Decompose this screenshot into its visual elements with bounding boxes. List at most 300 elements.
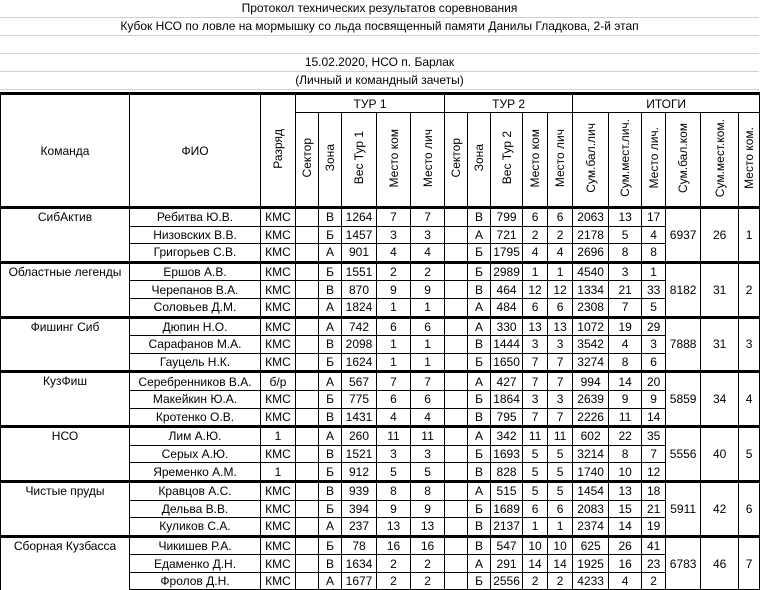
place-pers-total-cell: 17 bbox=[642, 208, 666, 227]
header-sum-pts-pers-cell bbox=[573, 113, 609, 208]
table-row bbox=[1, 372, 760, 391]
place-team2-cell: 4 bbox=[523, 244, 548, 263]
place-pers-total-cell: 35 bbox=[642, 427, 666, 446]
weight2-cell: 427 bbox=[491, 372, 523, 391]
weight1-cell: 1457 bbox=[342, 226, 377, 244]
place-team2-cell: 7 bbox=[523, 408, 548, 427]
place-pers2-cell: 10 bbox=[548, 536, 573, 555]
place-pers-total-cell: 6 bbox=[642, 353, 666, 372]
place-pers-total-cell: 9 bbox=[642, 390, 666, 408]
blank-row bbox=[0, 36, 759, 54]
zone1-cell: В bbox=[319, 336, 342, 354]
place-pers-total-cell: 1 bbox=[642, 262, 666, 281]
team-name: СибАктив bbox=[1, 208, 130, 227]
zone2-cell: В bbox=[468, 336, 491, 354]
place-team1-cell: 1 bbox=[377, 298, 411, 317]
place-team1-cell: 7 bbox=[377, 208, 411, 227]
zone2-cell: Б bbox=[468, 244, 491, 263]
fio-cell: Серебренников В.А. bbox=[130, 372, 261, 391]
fio-cell: Чикишев Р.А. bbox=[130, 536, 261, 555]
place-pers2-cell: 1 bbox=[548, 518, 573, 537]
place-pers1-cell: 16 bbox=[411, 536, 445, 555]
place-pers1-cell: 3 bbox=[411, 445, 445, 463]
place-pers-total-cell: 7 bbox=[642, 445, 666, 463]
rank-cell: б/р bbox=[261, 372, 296, 391]
place-pers1-cell: 4 bbox=[411, 244, 445, 263]
sector2-cell bbox=[445, 481, 468, 500]
sector1-cell bbox=[296, 481, 319, 500]
place-pers2-cell: 5 bbox=[548, 463, 573, 482]
table-row bbox=[1, 226, 760, 244]
rank-cell: КМС bbox=[261, 536, 296, 555]
sum-pts-pers-cell: 1334 bbox=[573, 281, 609, 299]
place-pers-total-cell: 4 bbox=[642, 226, 666, 244]
sum-pts-pers-cell: 625 bbox=[573, 536, 609, 555]
place-pers2-cell: 3 bbox=[548, 390, 573, 408]
sector2-cell bbox=[445, 445, 468, 463]
zone1-cell: В bbox=[319, 445, 342, 463]
sum-places-pers-cell: 26 bbox=[609, 536, 642, 555]
place-pers2-cell: 6 bbox=[548, 500, 573, 518]
sum-pts-pers-cell: 1454 bbox=[573, 481, 609, 500]
rank-cell: КМС bbox=[261, 244, 296, 263]
rank-cell: КМС bbox=[261, 281, 296, 299]
weight2-cell: 1864 bbox=[491, 390, 523, 408]
place-team1-cell: 13 bbox=[377, 518, 411, 537]
header-place-team-cell bbox=[377, 113, 411, 208]
rank-cell: КМС bbox=[261, 262, 296, 281]
place-pers1-cell: 6 bbox=[411, 390, 445, 408]
sector2-cell bbox=[445, 518, 468, 537]
weight1-cell: 567 bbox=[342, 372, 377, 391]
header-sum-pts-team-cell bbox=[666, 113, 701, 208]
place-team2-cell: 7 bbox=[523, 353, 548, 372]
header-place-pers-cell bbox=[411, 113, 445, 208]
team-sum-places: 31 bbox=[701, 262, 739, 317]
place-team2-cell: 5 bbox=[523, 463, 548, 482]
table-row bbox=[1, 536, 760, 555]
zone1-cell: Б bbox=[319, 226, 342, 244]
team-place: 5 bbox=[739, 427, 760, 482]
table-row bbox=[1, 353, 760, 372]
place-pers-total-cell: 14 bbox=[642, 408, 666, 427]
team-sum-points: 5859 bbox=[666, 372, 701, 427]
team-cell-empty bbox=[1, 555, 130, 573]
weight2-cell: 1693 bbox=[491, 445, 523, 463]
place-pers1-cell: 1 bbox=[411, 298, 445, 317]
place-team1-cell: 2 bbox=[377, 572, 411, 590]
fio-cell: Кравцов А.С. bbox=[130, 481, 261, 500]
fio-cell: Лим А.Ю. bbox=[130, 427, 261, 446]
header-weight2-cell bbox=[491, 113, 523, 208]
zone1-cell: В bbox=[319, 555, 342, 573]
header-place-pers-total: Место лич. bbox=[646, 127, 661, 189]
fio-cell: Яременко А.М. bbox=[130, 463, 261, 482]
place-pers1-cell: 6 bbox=[411, 317, 445, 336]
table-row bbox=[1, 518, 760, 537]
weight2-cell: 799 bbox=[491, 208, 523, 227]
zone2-cell: В bbox=[468, 208, 491, 227]
place-pers-total-cell: 33 bbox=[642, 281, 666, 299]
sum-pts-pers-cell: 3542 bbox=[573, 336, 609, 354]
place-pers2-cell: 11 bbox=[548, 427, 573, 446]
team-cell-empty bbox=[1, 463, 130, 482]
weight2-cell: 1689 bbox=[491, 500, 523, 518]
team-place: 4 bbox=[739, 372, 760, 427]
sum-pts-pers-cell: 2178 bbox=[573, 226, 609, 244]
zone1-cell: Б bbox=[319, 353, 342, 372]
place-team1-cell: 5 bbox=[377, 463, 411, 482]
team-name: Областные легенды bbox=[1, 262, 130, 281]
zone1-cell: Б bbox=[319, 390, 342, 408]
subtitle: (Личный и командный зачеты) bbox=[0, 72, 759, 90]
weight1-cell: 78 bbox=[342, 536, 377, 555]
place-team1-cell: 11 bbox=[377, 427, 411, 446]
header-team: Команда bbox=[1, 94, 130, 208]
zone1-cell: А bbox=[319, 518, 342, 537]
place-team1-cell: 2 bbox=[377, 262, 411, 281]
team-place: 6 bbox=[739, 481, 760, 536]
team-place: 7 bbox=[739, 536, 760, 590]
weight2-cell: 1444 bbox=[491, 336, 523, 354]
sum-places-pers-cell: 13 bbox=[609, 481, 642, 500]
sector2-cell bbox=[445, 372, 468, 391]
team-place: 1 bbox=[739, 208, 760, 263]
sector1-cell bbox=[296, 536, 319, 555]
rank-cell: КМС bbox=[261, 298, 296, 317]
team-cell-empty bbox=[1, 226, 130, 244]
weight2-cell: 2989 bbox=[491, 262, 523, 281]
sector1-cell bbox=[296, 226, 319, 244]
zone2-cell: Б bbox=[468, 572, 491, 590]
table-row bbox=[1, 408, 760, 427]
sum-places-pers-cell: 4 bbox=[609, 336, 642, 354]
place-team1-cell: 16 bbox=[377, 536, 411, 555]
sector1-cell bbox=[296, 336, 319, 354]
place-pers1-cell: 11 bbox=[411, 427, 445, 446]
weight1-cell: 939 bbox=[342, 481, 377, 500]
table-row bbox=[1, 463, 760, 482]
place-team2-cell: 13 bbox=[523, 317, 548, 336]
sum-places-pers-cell: 3 bbox=[609, 262, 642, 281]
rank-cell: КМС bbox=[261, 518, 296, 537]
sector2-cell bbox=[445, 262, 468, 281]
header-sector-cell bbox=[296, 113, 319, 208]
table-row bbox=[1, 572, 760, 590]
sum-places-pers-cell: 19 bbox=[609, 317, 642, 336]
place-pers2-cell: 7 bbox=[548, 353, 573, 372]
fio-cell: Гауцель Н.К. bbox=[130, 353, 261, 372]
place-pers2-cell: 13 bbox=[548, 317, 573, 336]
sum-pts-pers-cell: 1925 bbox=[573, 555, 609, 573]
weight1-cell: 2098 bbox=[342, 336, 377, 354]
place-team1-cell: 8 bbox=[377, 481, 411, 500]
weight2-cell: 342 bbox=[491, 427, 523, 446]
weight2-cell: 828 bbox=[491, 463, 523, 482]
header-place-pers-total-cell bbox=[642, 113, 666, 208]
team-place: 2 bbox=[739, 262, 760, 317]
rank-cell: 1 bbox=[261, 427, 296, 446]
header-weight2: Вес Тур 2 bbox=[499, 131, 514, 185]
sum-places-pers-cell: 14 bbox=[609, 372, 642, 391]
fio-cell: Ребитва Ю.В. bbox=[130, 208, 261, 227]
sum-pts-pers-cell: 2308 bbox=[573, 298, 609, 317]
place-team1-cell: 2 bbox=[377, 555, 411, 573]
fio-cell: Григорьев С.В. bbox=[130, 244, 261, 263]
table-row bbox=[1, 317, 760, 336]
place-team1-cell: 3 bbox=[377, 226, 411, 244]
sector1-cell bbox=[296, 445, 319, 463]
place-team2-cell: 5 bbox=[523, 445, 548, 463]
header-sector-cell bbox=[445, 113, 468, 208]
results-table bbox=[0, 92, 760, 590]
team-sum-points: 5556 bbox=[666, 427, 701, 482]
place-pers-total-cell: 8 bbox=[642, 244, 666, 263]
header-zone: Зона bbox=[323, 144, 337, 172]
place-team2-cell: 11 bbox=[523, 427, 548, 446]
place-team1-cell: 6 bbox=[377, 390, 411, 408]
date-location: 15.02.2020, НСО п. Барлак bbox=[0, 54, 759, 72]
place-team2-cell: 12 bbox=[523, 281, 548, 299]
table-row bbox=[1, 208, 760, 227]
header-sum-places-team-cell bbox=[701, 113, 739, 208]
header-weight1: Вес Тур 1 bbox=[352, 131, 366, 185]
sector2-cell bbox=[445, 226, 468, 244]
place-team1-cell: 9 bbox=[377, 500, 411, 518]
sum-pts-pers-cell: 1740 bbox=[573, 463, 609, 482]
place-pers-total-cell: 3 bbox=[642, 336, 666, 354]
weight2-cell: 721 bbox=[491, 226, 523, 244]
place-team1-cell: 4 bbox=[377, 244, 411, 263]
place-pers1-cell: 9 bbox=[411, 500, 445, 518]
header-sum-places-pers-cell bbox=[609, 113, 642, 208]
zone2-cell: В bbox=[468, 281, 491, 299]
place-team1-cell: 1 bbox=[377, 336, 411, 354]
header-sum-pts-pers: Сум.бал.лич bbox=[583, 123, 598, 193]
place-pers2-cell: 5 bbox=[548, 445, 573, 463]
table-row bbox=[1, 390, 760, 408]
sum-places-pers-cell: 8 bbox=[609, 353, 642, 372]
place-pers1-cell: 2 bbox=[411, 572, 445, 590]
zone2-cell: Б bbox=[468, 353, 491, 372]
team-sum-places: 31 bbox=[701, 317, 739, 372]
sector1-cell bbox=[296, 262, 319, 281]
zone1-cell: В bbox=[319, 208, 342, 227]
header-place-pers-cell bbox=[548, 113, 573, 208]
place-team2-cell: 10 bbox=[523, 536, 548, 555]
sum-pts-pers-cell: 2639 bbox=[573, 390, 609, 408]
zone2-cell: А bbox=[468, 226, 491, 244]
weight1-cell: 394 bbox=[342, 500, 377, 518]
weight2-cell: 795 bbox=[491, 408, 523, 427]
place-team2-cell: 2 bbox=[523, 226, 548, 244]
place-pers2-cell: 5 bbox=[548, 481, 573, 500]
team-sum-places: 40 bbox=[701, 427, 739, 482]
team-sum-places: 26 bbox=[701, 208, 739, 263]
rank-cell: КМС bbox=[261, 500, 296, 518]
header-place-team: Место ком bbox=[386, 128, 401, 188]
header-tour2: ТУР 2 bbox=[445, 94, 573, 113]
place-pers2-cell: 6 bbox=[548, 208, 573, 227]
sector2-cell bbox=[445, 208, 468, 227]
weight2-cell: 464 bbox=[491, 281, 523, 299]
sector1-cell bbox=[296, 555, 319, 573]
team-cell-empty bbox=[1, 353, 130, 372]
team-place: 3 bbox=[739, 317, 760, 372]
place-team2-cell: 1 bbox=[523, 518, 548, 537]
fio-cell: Серых А.Ю. bbox=[130, 445, 261, 463]
weight2-cell: 1650 bbox=[491, 353, 523, 372]
place-pers-total-cell: 41 bbox=[642, 536, 666, 555]
sum-pts-pers-cell: 4540 bbox=[573, 262, 609, 281]
team-cell-empty bbox=[1, 500, 130, 518]
sum-pts-pers-cell: 2063 bbox=[573, 208, 609, 227]
zone1-cell: Б bbox=[319, 463, 342, 482]
header-place-team-total: Место ком. bbox=[742, 127, 757, 189]
header-rank-cell bbox=[261, 94, 296, 208]
sum-pts-pers-cell: 2696 bbox=[573, 244, 609, 263]
header-sum-places-pers: Сум.мест.лич. bbox=[618, 119, 633, 197]
team-sum-places: 34 bbox=[701, 372, 739, 427]
team-name: Фишинг Сиб bbox=[1, 317, 130, 336]
zone1-cell: Б bbox=[319, 262, 342, 281]
team-cell-empty bbox=[1, 518, 130, 537]
place-team2-cell: 3 bbox=[523, 390, 548, 408]
sector2-cell bbox=[445, 298, 468, 317]
zone2-cell: Б bbox=[468, 445, 491, 463]
place-pers2-cell: 2 bbox=[548, 226, 573, 244]
place-pers-total-cell: 18 bbox=[642, 481, 666, 500]
header-tour1: ТУР 1 bbox=[296, 94, 445, 113]
weight1-cell: 901 bbox=[342, 244, 377, 263]
fio-cell: Черепанов В.А. bbox=[130, 281, 261, 299]
place-team2-cell: 2 bbox=[523, 572, 548, 590]
sector2-cell bbox=[445, 390, 468, 408]
rank-cell: КМС bbox=[261, 555, 296, 573]
place-pers1-cell: 8 bbox=[411, 481, 445, 500]
sector1-cell bbox=[296, 372, 319, 391]
header-sum-pts-team: Сум.бал.ком bbox=[676, 122, 691, 194]
sum-pts-pers-cell: 2083 bbox=[573, 500, 609, 518]
sector2-cell bbox=[445, 555, 468, 573]
weight1-cell: 775 bbox=[342, 390, 377, 408]
header-place-team-total-cell bbox=[739, 113, 760, 208]
place-pers1-cell: 5 bbox=[411, 463, 445, 482]
place-team1-cell: 4 bbox=[377, 408, 411, 427]
place-pers2-cell: 4 bbox=[548, 244, 573, 263]
header-place-pers: Место лич bbox=[553, 128, 568, 188]
team-cell-empty bbox=[1, 408, 130, 427]
zone2-cell: А bbox=[468, 298, 491, 317]
weight1-cell: 1677 bbox=[342, 572, 377, 590]
zone2-cell: А bbox=[468, 427, 491, 446]
table-row bbox=[1, 500, 760, 518]
place-pers2-cell: 2 bbox=[548, 572, 573, 590]
table-row bbox=[1, 281, 760, 299]
sector2-cell bbox=[445, 336, 468, 354]
zone1-cell: В bbox=[319, 481, 342, 500]
rank-cell: 1 bbox=[261, 463, 296, 482]
header-place-team: Место ком bbox=[528, 128, 543, 188]
place-pers2-cell: 6 bbox=[548, 298, 573, 317]
zone1-cell: А bbox=[319, 298, 342, 317]
place-pers1-cell: 3 bbox=[411, 226, 445, 244]
place-team2-cell: 7 bbox=[523, 372, 548, 391]
place-team1-cell: 3 bbox=[377, 445, 411, 463]
sector1-cell bbox=[296, 500, 319, 518]
sector1-cell bbox=[296, 208, 319, 227]
place-pers1-cell: 9 bbox=[411, 281, 445, 299]
team-cell-empty bbox=[1, 336, 130, 354]
place-pers-total-cell: 19 bbox=[642, 518, 666, 537]
weight1-cell: 1264 bbox=[342, 208, 377, 227]
sum-places-pers-cell: 4 bbox=[609, 572, 642, 590]
team-cell-empty bbox=[1, 281, 130, 299]
place-pers-total-cell: 2 bbox=[642, 572, 666, 590]
place-team2-cell: 14 bbox=[523, 555, 548, 573]
sector1-cell bbox=[296, 390, 319, 408]
weight1-cell: 742 bbox=[342, 317, 377, 336]
sum-places-pers-cell: 13 bbox=[609, 208, 642, 227]
rank-cell: КМС bbox=[261, 353, 296, 372]
sector1-cell bbox=[296, 281, 319, 299]
header-totals: ИТОГИ bbox=[573, 94, 760, 113]
team-cell-empty bbox=[1, 298, 130, 317]
title-line-2: Кубок НСО по ловле на мормышку со льда посвященный памяти Данилы Гладкова, 2-й этап bbox=[0, 18, 759, 36]
place-pers1-cell: 7 bbox=[411, 208, 445, 227]
zone1-cell: А bbox=[319, 317, 342, 336]
place-team2-cell: 3 bbox=[523, 336, 548, 354]
sector2-cell bbox=[445, 281, 468, 299]
weight1-cell: 912 bbox=[342, 463, 377, 482]
place-pers-total-cell: 23 bbox=[642, 555, 666, 573]
rank-cell: КМС bbox=[261, 481, 296, 500]
team-cell-empty bbox=[1, 572, 130, 590]
sector2-cell bbox=[445, 500, 468, 518]
weight2-cell: 484 bbox=[491, 298, 523, 317]
zone1-cell: Б bbox=[319, 500, 342, 518]
place-team1-cell: 7 bbox=[377, 372, 411, 391]
header-zone-cell bbox=[319, 113, 342, 208]
sector1-cell bbox=[296, 408, 319, 427]
sector2-cell bbox=[445, 427, 468, 446]
title-line-1: Протокол технических результатов соревнования bbox=[0, 0, 759, 18]
table-row bbox=[1, 298, 760, 317]
fio-cell: Соловьев Д.М. bbox=[130, 298, 261, 317]
sum-places-pers-cell: 5 bbox=[609, 226, 642, 244]
weight1-cell: 1634 bbox=[342, 555, 377, 573]
weight2-cell: 515 bbox=[491, 481, 523, 500]
rank-cell: КМС bbox=[261, 390, 296, 408]
place-pers1-cell: 2 bbox=[411, 262, 445, 281]
team-sum-points: 8182 bbox=[666, 262, 701, 317]
sector2-cell bbox=[445, 408, 468, 427]
place-pers2-cell: 1 bbox=[548, 262, 573, 281]
header-rank: Разряд bbox=[271, 129, 285, 169]
sum-pts-pers-cell: 602 bbox=[573, 427, 609, 446]
table-row bbox=[1, 336, 760, 354]
sector2-cell bbox=[445, 536, 468, 555]
table-row bbox=[1, 262, 760, 281]
place-pers2-cell: 7 bbox=[548, 372, 573, 391]
place-pers2-cell: 7 bbox=[548, 408, 573, 427]
table-row bbox=[1, 555, 760, 573]
sum-pts-pers-cell: 3214 bbox=[573, 445, 609, 463]
fio-cell: Фролов Д.Н. bbox=[130, 572, 261, 590]
weight1-cell: 237 bbox=[342, 518, 377, 537]
fio-cell: Едаменко Д.Н. bbox=[130, 555, 261, 573]
zone2-cell: А bbox=[468, 481, 491, 500]
